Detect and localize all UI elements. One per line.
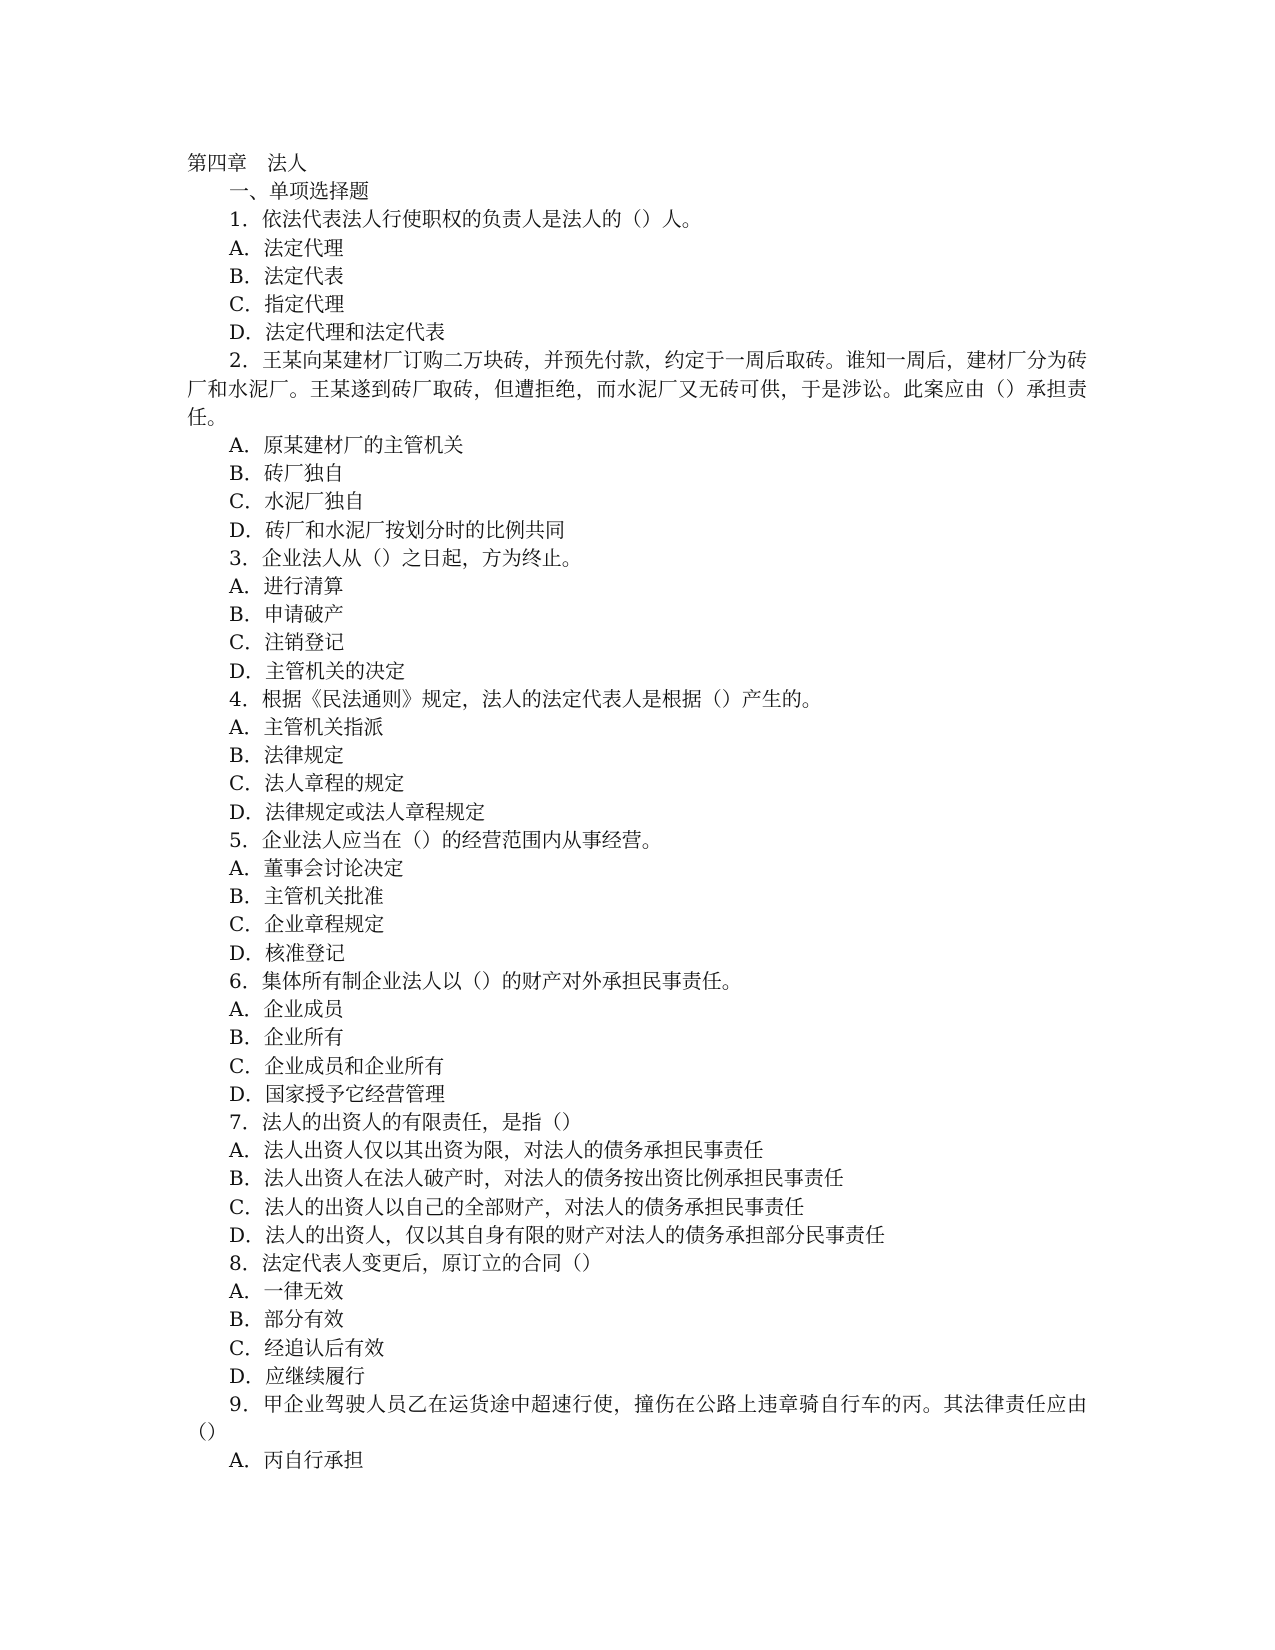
question-6-option-c: C．企业成员和企业所有	[229, 1053, 445, 1078]
question-6-option-a: A．企业成员	[229, 997, 344, 1022]
question-8-option-c: C．经追认后有效	[229, 1335, 385, 1360]
question-4-option-a: A．主管机关指派	[229, 715, 384, 740]
question-3-option-a: A．进行清算	[229, 574, 344, 599]
question-8-stem: 8．法定代表人变更后，原订立的合同（）	[229, 1250, 602, 1275]
question-3-stem: 3．企业法人从（）之日起，方为终止。	[229, 545, 582, 570]
question-5-option-b: B．主管机关批准	[229, 884, 384, 909]
question-4-option-d: D．法律规定或法人章程规定	[229, 799, 486, 824]
question-4-option-b: B．法律规定	[229, 743, 344, 768]
question-1-stem: 1．依法代表法人行使职权的负责人是法人的（）人。	[229, 207, 702, 232]
question-7-option-b: B．法人出资人在法人破产时，对法人的债务按出资比例承担民事责任	[229, 1166, 844, 1191]
question-2-option-d: D．砖厂和水泥厂按划分时的比例共同	[229, 517, 566, 542]
question-6-option-d: D．国家授予它经营管理	[229, 1081, 446, 1106]
question-7-option-d: D．法人的出资人，仅以其自身有限的财产对法人的债务承担部分民事责任	[229, 1222, 886, 1247]
question-9-stem: 9．甲企业驾驶人员乙在运货途中超速行使，撞伤在公路上违章骑自行车的丙。其法律责任应由（）	[187, 1391, 1087, 1445]
question-3-option-c: C．注销登记	[229, 630, 345, 655]
question-3-option-d: D．主管机关的决定	[229, 658, 406, 683]
question-7-option-a: A．法人出资人仅以其出资为限，对法人的债务承担民事责任	[229, 1138, 764, 1163]
question-7-option-c: C．法人的出资人以自己的全部财产，对法人的债务承担民事责任	[229, 1194, 805, 1219]
question-5-option-a: A．董事会讨论决定	[229, 856, 404, 881]
question-8-option-a: A．一律无效	[229, 1279, 344, 1304]
question-2-option-a: A．原某建材厂的主管机关	[229, 433, 464, 458]
question-5-stem: 5．企业法人应当在（）的经营范围内从事经营。	[229, 827, 662, 852]
question-7-stem: 7．法人的出资人的有限责任，是指（）	[229, 1109, 582, 1134]
question-6-option-b: B．企业所有	[229, 1025, 344, 1050]
question-6-stem: 6．集体所有制企业法人以（）的财产对外承担民事责任。	[229, 968, 742, 993]
question-8-option-d: D．应继续履行	[229, 1363, 366, 1388]
question-1-option-c: C．指定代理	[229, 292, 345, 317]
section-title: 一、单项选择题	[229, 179, 369, 204]
question-4-option-c: C．法人章程的规定	[229, 771, 405, 796]
question-2-option-c: C．水泥厂独自	[229, 489, 365, 514]
question-4-stem: 4．根据《民法通则》规定，法人的法定代表人是根据（）产生的。	[229, 686, 822, 711]
question-2-stem: 2．王某向某建材厂订购二万块砖，并预先付款，约定于一周后取砖。谁知一周后，建材厂分为砖厂和水泥厂。王某遂到砖厂取砖，但遭拒绝，而水泥厂又无砖可供，于是涉讼。此案应由（）承担责任。	[187, 348, 1087, 429]
chapter-title: 第四章 法人	[187, 151, 307, 175]
question-1-option-a: A．法定代理	[229, 235, 344, 260]
question-8-option-b: B．部分有效	[229, 1307, 344, 1332]
question-5-option-d: D．核准登记	[229, 940, 346, 965]
question-5-option-c: C．企业章程规定	[229, 912, 385, 937]
document-page	[187, 149, 1087, 1475]
question-3-option-b: B．申请破产	[229, 602, 344, 627]
question-2-option-b: B．砖厂独自	[229, 461, 344, 486]
question-1-option-d: D．法定代理和法定代表	[229, 320, 446, 345]
question-1-option-b: B．法定代表	[229, 263, 344, 288]
question-9-option-a: A．丙自行承担	[229, 1448, 364, 1473]
